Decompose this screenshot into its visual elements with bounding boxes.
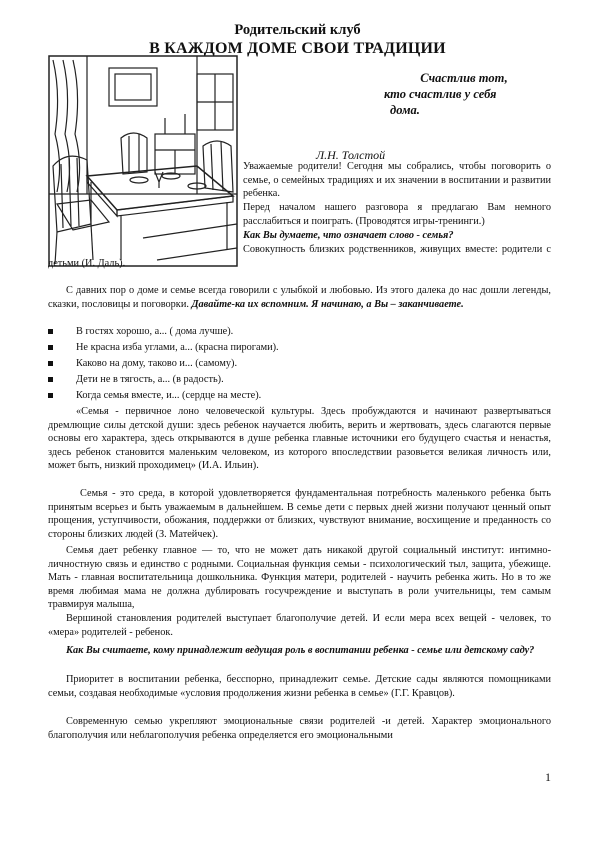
proverbs-prompt: Давайте-ка их вспомним. Я начинаю, а Вы – заканчиваете. — [191, 298, 464, 310]
bullet-icon — [48, 361, 53, 366]
bullet-icon — [48, 377, 53, 382]
family-function-paragraph: Семья дает ребенку главное — то, что не может дать никакой другой социальный институт: интимно-личностную связь и единство с родными. Социальная функция семьи - психологический тыл, защита, убежище. Мать - главная воспитательница дошкольника. Функция матери, родителей - научить ребенка жить. Но в то же время любимая мама не должна дублировать госучреждение и выступать в роли учительницы, тем самым травмируя малыша, — [48, 545, 551, 611]
epigraph — [384, 70, 544, 118]
question-leading-role: Как Вы считаете, кому принадлежит ведущая роль в воспитании ребенка - семье или детскому саду? — [66, 645, 535, 656]
epigraph-author: Л.Н. Толстой — [316, 148, 386, 162]
epigraph-line-2: кто счастлив у себя — [384, 87, 497, 101]
parents-measure-paragraph: Вершиной становления родителей выступает благополучие детей. И если мера всех вещей - человек, то «мера» родителей - ребенок. — [48, 613, 551, 638]
family-definition: Совокупность близких родственников, живущих вместе: родители с детьми (И. Даль). — [48, 244, 551, 269]
proverb-text: В гостях хорошо, а... ( дома лучше). — [76, 326, 234, 337]
dining-room-illustration — [47, 54, 239, 268]
epigraph-line-1: Счастлив тот, — [420, 71, 508, 85]
bullet-icon — [48, 329, 53, 334]
proverb-text: Когда семья вместе, и... (сердце на месте). — [76, 390, 262, 401]
warmup-paragraph: Перед началом нашего разговора я предлагаю Вам немного расслабиться и поиграть. (Проводятся игры-тренинги.) — [243, 202, 551, 227]
greeting-paragraph: Уважаемые родители! Сегодня мы собрались, чтобы поговорить о семье, о семейных традициях и их значении в воспитании и развитии ребенка. — [243, 161, 551, 199]
bullet-icon — [48, 345, 53, 350]
page-title: В КАЖДОМ ДОМЕ СВОИ ТРАДИЦИИ — [149, 40, 446, 57]
ilyin-quote-paragraph: «Семья - первичное лоно человеческой культуры. Здесь пробуждаются и начинают развертываться дремлющие силы детской души: здесь ребенок научается любить, верить и жертвовать, здесь слагаются первые основы его характера, здесь открываются в душе ребенка главные источники его будущего счастья и ненастья, здесь ребенок становится маленьким человеком, из которого впоследствии разовьется великая личность или, может быть, низкий проходимец» (И.А. Ильин). — [48, 406, 551, 472]
club-heading: Родительский клуб — [234, 22, 361, 38]
page-number: 1 — [545, 770, 551, 784]
question-family: Как Вы думаете, что означает слово - семья? — [243, 230, 454, 241]
proverbs-intro — [48, 284, 551, 311]
proverb-text: Дети не в тягость, а... (в радость). — [76, 374, 224, 385]
priority-paragraph: Приоритет в воспитании ребенка, бесспорно, принадлежит семье. Детские сады являются помощниками семьи, создавая необходимые «условия продолжения жизни ребенка в семье» (Г.Г. Кравцов). — [48, 674, 551, 699]
proverbs-intro-text: С давних пор о доме и семье всегда говорили с улыбкой и любовью. Из этого далека до нас дошли легенды, сказки, пословицы и поговорки. — [48, 285, 551, 310]
emotional-bonds-paragraph: Современную семью укрепляют эмоциональные связи родителей -и детей. Характер эмоционального благополучия или неблагополучия ребенка определяется его эмоциональными — [48, 716, 551, 741]
proverb-text: Каково на дому, таково и... (самому). — [76, 358, 238, 369]
proverb-text: Не красна изба углами, а... (красна пирогами). — [76, 342, 279, 353]
mateychek-paragraph: Семья - это среда, в которой удовлетворяется фундаментальная потребность маленького ребенка быть принятым всерьез и быть уважаемым в дальнейшем. В семье дети с первых дней жизни получают ценный опыт прощения, уступчивости, обожания, поддержки от близких, чувствуют внимание, восхищение и преданность со стороны близких людей (З. Матейчек). — [48, 488, 551, 540]
epigraph-line-3: дома. — [390, 103, 420, 117]
bullet-icon — [48, 393, 53, 398]
